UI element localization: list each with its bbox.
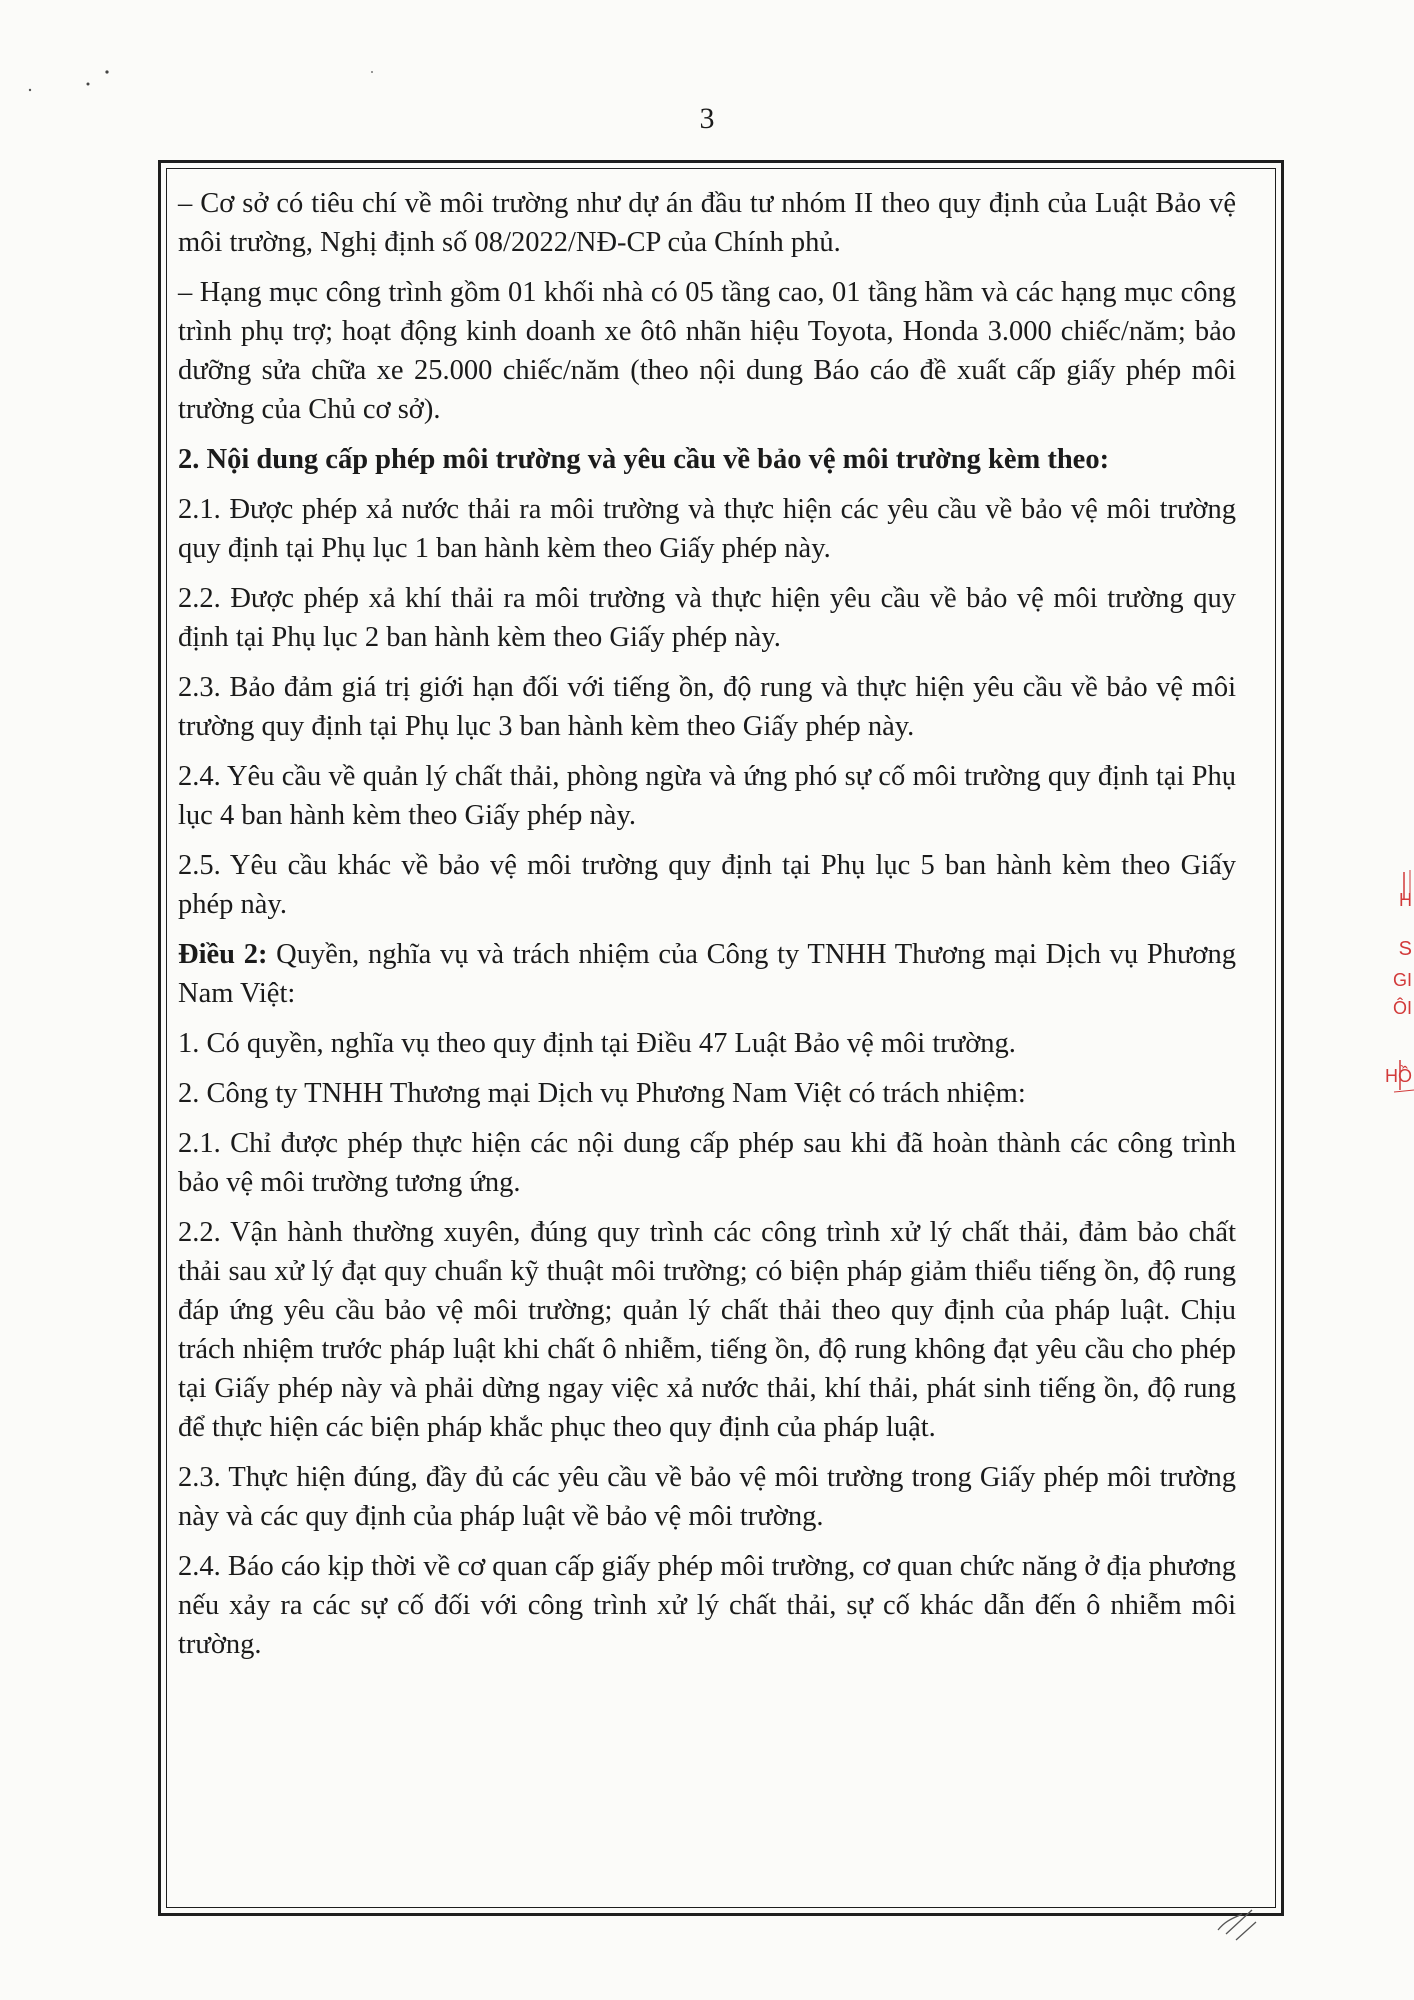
article-2-item-2-3: 2.3. Thực hiện đúng, đầy đủ các yêu cầu về bảo vệ môi trường trong Giấy phép môi trường này và các quy định của pháp luật về bảo vệ môi trường. — [178, 1462, 1236, 1532]
paragraph-work-items: – Hạng mục công trình gồm 01 khối nhà có 05 tầng cao, 01 tầng hầm và các hạng mục công trình phụ trợ; hoạt động kinh doanh xe ôtô nhãn hiệu Toyota, Honda 3.000 chiếc/năm; bảo dưỡng sửa chữa xe 25.000 chiếc/năm (theo nội dung Báo cáo đề xuất cấp giấy phép môi trường của Chủ cơ sở). — [178, 277, 1236, 425]
item-2-1: 2.1. Được phép xả nước thải ra môi trường và thực hiện các yêu cầu về bảo vệ môi trường quy định tại Phụ lục 1 ban hành kèm theo Giấy phép này. — [178, 494, 1236, 564]
article-2-text: Quyền, nghĩa vụ và trách nhiệm của Công ty TNHH Thương mại Dịch vụ Phương Nam Việt: — [178, 939, 1236, 1009]
paragraph-criteria: – Cơ sở có tiêu chí về môi trường như dự án đầu tư nhóm II theo quy định của Luật Bảo vệ môi trường, Nghị định số 08/2022/NĐ-CP của Chính phủ. — [178, 188, 1236, 258]
document-body — [178, 184, 1236, 1675]
margin-seal-stamp — [1370, 870, 1414, 1100]
initials-mark — [1212, 1900, 1272, 1950]
item-2-4: 2.4. Yêu cầu về quản lý chất thải, phòng ngừa và ứng phó sự cố môi trường quy định tại Phụ lục 4 ban hành kèm theo Giấy phép này. — [178, 761, 1236, 831]
item-2-5: 2.5. Yêu cầu khác về bảo vệ môi trường quy định tại Phụ lục 5 ban hành kèm theo Giấy phép này. — [178, 850, 1236, 920]
article-2-item-2-1: 2.1. Chỉ được phép thực hiện các nội dung cấp phép sau khi đã hoàn thành các công trình bảo vệ môi trường tương ứng. — [178, 1128, 1236, 1198]
item-2-2: 2.2. Được phép xả khí thải ra môi trường và thực hiện yêu cầu về bảo vệ môi trường quy định tại Phụ lục 2 ban hành kèm theo Giấy phép này. — [178, 583, 1236, 653]
article-2-item-2-4: 2.4. Báo cáo kịp thời về cơ quan cấp giấy phép môi trường, cơ quan chức năng ở địa phương nếu xảy ra các sự cố đối với công trình xử lý chất thải, sự cố khác dẫn đến ô nhiễm môi trường. — [178, 1551, 1237, 1660]
item-2-3: 2.3. Bảo đảm giá trị giới hạn đối với tiếng ồn, độ rung và thực hiện yêu cầu về bảo vệ môi trường quy định tại Phụ lục 3 ban hành kèm theo Giấy phép này. — [178, 672, 1236, 742]
article-2-heading — [178, 935, 1236, 1013]
stamp-text-3: GI — [1392, 970, 1412, 990]
stamp-text-5: HỒ — [1385, 1066, 1412, 1086]
section-heading-permit-content: 2. Nội dung cấp phép môi trường và yêu cầu về bảo vệ môi trường kèm theo: — [178, 444, 1110, 475]
article-2-item-1: 1. Có quyền, nghĩa vụ theo quy định tại Điều 47 Luật Bảo vệ môi trường. — [178, 1028, 1016, 1059]
stamp-text-1: H — [1399, 890, 1412, 910]
article-2-label: Điều 2: — [178, 939, 268, 970]
stamp-text-4: ÔI — [1392, 998, 1412, 1018]
article-2-item-2-2: 2.2. Vận hành thường xuyên, đúng quy trình các công trình xử lý chất thải, đảm bảo chất thải sau xử lý đạt quy chuẩn kỹ thuật môi trường; có biện pháp giảm thiểu tiếng ồn, độ rung đáp ứng yêu cầu bảo vệ môi trường; quản lý chất thải theo quy định của pháp luật. Chịu trách nhiệm trước pháp luật khi chất ô nhiễm, tiếng ồn, độ rung không đạt yêu cầu cho phép tại Giấy phép này và phải dừng ngay việc xả nước thải, khí thải, phát sinh tiếng ồn, độ rung để thực hiện các biện pháp khắc phục theo quy định của pháp luật. — [178, 1217, 1236, 1443]
page-number: 3 — [699, 102, 715, 135]
stamp-text-2: S — [1398, 938, 1412, 960]
article-2-item-2: 2. Công ty TNHH Thương mại Dịch vụ Phương Nam Việt có trách nhiệm: — [178, 1078, 1026, 1109]
